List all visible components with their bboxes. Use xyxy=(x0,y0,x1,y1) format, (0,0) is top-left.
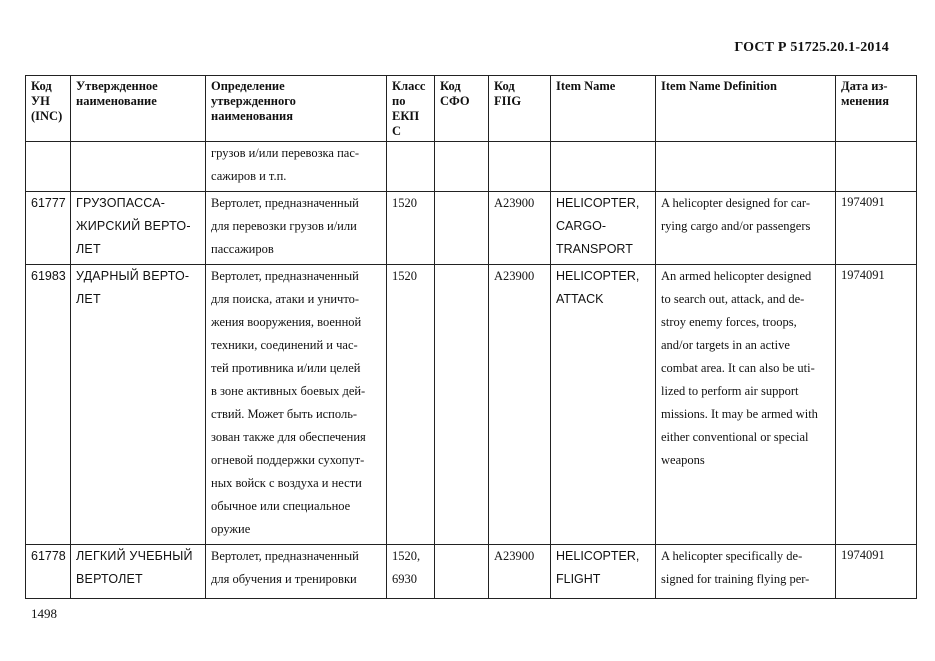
fiig-cell: A23900 xyxy=(489,265,551,545)
cell-line: наименование xyxy=(76,94,157,108)
cell-line: ГРУЗОПАССА- xyxy=(76,196,166,210)
sfo-cell xyxy=(435,545,489,599)
cell-line: Класс xyxy=(392,79,426,93)
sfo-cell xyxy=(435,142,489,192)
table-row xyxy=(26,142,917,192)
cell-line: A helicopter designed for car- xyxy=(661,196,810,210)
cell-line: Код xyxy=(31,79,52,93)
cell-line: ствий. Может быть исполь- xyxy=(211,407,358,421)
cell-line: Дата из- xyxy=(841,79,888,93)
cell-line: Item Name xyxy=(556,79,616,93)
cell-line: 1520 xyxy=(392,196,417,210)
column-header-change-date xyxy=(836,76,917,142)
item-definition-cell xyxy=(656,265,836,545)
cell-line: missions. It may be armed with xyxy=(661,407,818,421)
inc-cell: 61983 xyxy=(26,265,71,545)
cell-line: An armed helicopter designed xyxy=(661,269,812,283)
cell-line: по xyxy=(392,94,406,108)
column-header-item-name xyxy=(551,76,656,142)
cell-line: УДАРНЫЙ ВЕРТО- xyxy=(76,269,190,283)
cell-line: ВЕРТОЛЕТ xyxy=(76,572,143,586)
cell-line: ЖИРСКИЙ ВЕРТО- xyxy=(76,219,191,233)
cell-line: either conventional or special xyxy=(661,430,809,444)
fiig-cell xyxy=(489,142,551,192)
item-definition-cell xyxy=(656,142,836,192)
cell-line: FIIG xyxy=(494,94,522,108)
cell-line: утвержденного xyxy=(211,94,296,108)
cell-line: наименования xyxy=(211,109,294,123)
table-row xyxy=(26,545,917,599)
cell-line: для обучения и тренировки xyxy=(211,572,357,586)
cell-line: Код xyxy=(440,79,461,93)
cell-line: оружие xyxy=(211,522,251,536)
table-row xyxy=(26,265,917,545)
cell-line: Вертолет, предназначенный xyxy=(211,269,359,283)
approved-name-cell xyxy=(71,142,206,192)
cell-line: ных войск с воздуха и нести xyxy=(211,476,362,490)
cell-line: обычное или специальное xyxy=(211,499,351,513)
column-header-sfo xyxy=(435,76,489,142)
column-header-item-name-definition xyxy=(656,76,836,142)
approved-name-cell xyxy=(71,265,206,545)
change-date-cell: 1974091 xyxy=(836,265,917,545)
nomenclature-table xyxy=(25,75,917,599)
cell-line: ЛЕТ xyxy=(76,242,101,256)
cell-line: грузов и/или перевозка пас- xyxy=(211,146,360,160)
item-name-cell xyxy=(551,192,656,265)
column-header-approved-name xyxy=(71,76,206,142)
cell-line: CARGO- xyxy=(556,219,606,233)
item-definition-cell xyxy=(656,545,836,599)
cell-line: Код xyxy=(494,79,515,93)
approved-name-cell xyxy=(71,192,206,265)
cell-line: lized to perform air support xyxy=(661,384,799,398)
table-header-row xyxy=(26,76,917,142)
class-cell xyxy=(387,142,435,192)
document-number: ГОСТ Р 51725.20.1-2014 xyxy=(734,40,889,55)
cell-line: TRANSPORT xyxy=(556,242,633,256)
cell-line: A helicopter specifically de- xyxy=(661,549,803,563)
cell-line: HELICOPTER, xyxy=(556,269,640,283)
cell-line: в зоне активных боевых дей- xyxy=(211,384,366,398)
item-name-cell xyxy=(551,142,656,192)
class-cell xyxy=(387,192,435,265)
cell-line: ЕКП xyxy=(392,109,420,123)
cell-line: Item Name Definition xyxy=(661,79,777,93)
cell-line: ЛЕТ xyxy=(76,292,101,306)
definition-cell xyxy=(206,545,387,599)
cell-line: ATTACK xyxy=(556,292,604,306)
cell-line: 1520 xyxy=(392,269,417,283)
cell-line: stroy enemy forces, troops, xyxy=(661,315,797,329)
cell-line: для поиска, атаки и уничто- xyxy=(211,292,360,306)
definition-cell xyxy=(206,192,387,265)
cell-line: огневой поддержки сухопут- xyxy=(211,453,365,467)
class-cell xyxy=(387,545,435,599)
inc-cell: 61777 xyxy=(26,192,71,265)
change-date-cell xyxy=(836,142,917,192)
page-number: 1498 xyxy=(31,606,57,621)
cell-line: HELICOPTER, xyxy=(556,196,640,210)
inc-cell xyxy=(26,142,71,192)
change-date-cell: 1974091 xyxy=(836,192,917,265)
cell-line: Определение xyxy=(211,79,285,93)
cell-line: to search out, attack, and de- xyxy=(661,292,805,306)
cell-line: техники, соединений и час- xyxy=(211,338,358,352)
cell-line: тей противника и/или целей xyxy=(211,361,361,375)
inc-cell: 61778 xyxy=(26,545,71,599)
cell-line: signed for training flying per- xyxy=(661,572,810,586)
item-name-cell xyxy=(551,265,656,545)
fiig-cell: A23900 xyxy=(489,545,551,599)
column-header-definition xyxy=(206,76,387,142)
cell-line: жения вооружения, военной xyxy=(211,315,362,329)
fiig-cell: A23900 xyxy=(489,192,551,265)
column-header-class xyxy=(387,76,435,142)
change-date-cell: 1974091 xyxy=(836,545,917,599)
cell-line: менения xyxy=(841,94,889,108)
sfo-cell xyxy=(435,265,489,545)
cell-line: зован также для обеспечения xyxy=(211,430,366,444)
cell-line: FLIGHT xyxy=(556,572,601,586)
cell-line: для перевозки грузов и/или xyxy=(211,219,357,233)
definition-cell xyxy=(206,142,387,192)
table-row xyxy=(26,192,917,265)
cell-line: пассажиров xyxy=(211,242,274,256)
cell-line: Утвержденное xyxy=(76,79,158,93)
column-header-inc xyxy=(26,76,71,142)
item-name-cell xyxy=(551,545,656,599)
cell-line: weapons xyxy=(661,453,705,467)
cell-line: combat area. It can also be uti- xyxy=(661,361,815,375)
cell-line: (INC) xyxy=(31,109,63,123)
definition-cell xyxy=(206,265,387,545)
cell-line: ЛЕГКИЙ УЧЕБНЫЙ xyxy=(76,549,193,563)
cell-line: сажиров и т.п. xyxy=(211,169,287,183)
approved-name-cell xyxy=(71,545,206,599)
cell-line: С xyxy=(392,124,402,138)
cell-line: 1520, xyxy=(392,549,421,563)
class-cell xyxy=(387,265,435,545)
cell-line: 6930 xyxy=(392,572,417,586)
cell-line: rying cargo and/or passengers xyxy=(661,219,811,233)
cell-line: Вертолет, предназначенный xyxy=(211,196,359,210)
cell-line: СФО xyxy=(440,94,470,108)
cell-line: and/or targets in an active xyxy=(661,338,790,352)
column-header-fiig xyxy=(489,76,551,142)
cell-line: HELICOPTER, xyxy=(556,549,640,563)
sfo-cell xyxy=(435,192,489,265)
cell-line: УН xyxy=(31,94,50,108)
cell-line: Вертолет, предназначенный xyxy=(211,549,359,563)
item-definition-cell xyxy=(656,192,836,265)
